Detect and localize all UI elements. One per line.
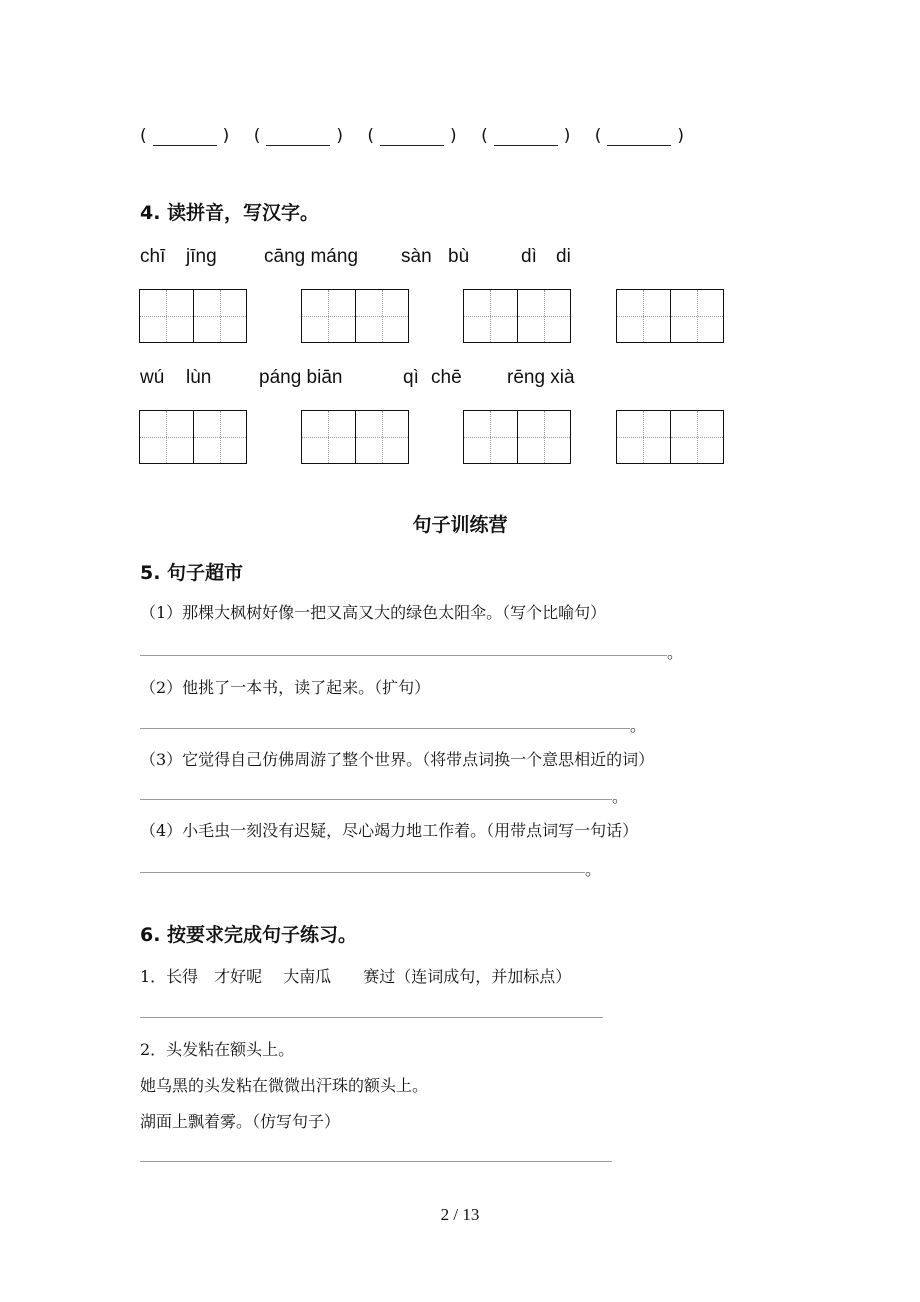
pinyin-text: rēng xià	[507, 367, 575, 388]
tian-grid-box[interactable]	[463, 410, 571, 464]
answer-line[interactable]	[140, 799, 612, 800]
pinyin-text: páng biān	[259, 367, 343, 388]
q4-title: 4. 读拼音，写汉字。	[140, 202, 320, 224]
pinyin-text: cāng máng	[264, 246, 359, 267]
pinyin-text: jīng	[186, 246, 217, 267]
period-mark: 。	[585, 860, 602, 879]
paren-blank[interactable]: ( )	[367, 126, 457, 146]
q5-item-2: （2）他挑了一本书，读了起来。（扩句）	[140, 678, 431, 697]
pinyin-text: wú	[140, 367, 165, 388]
pinyin-text: dì	[521, 246, 537, 267]
pinyin-text: lùn	[186, 367, 212, 388]
paren-blank[interactable]: ( )	[140, 126, 230, 146]
tian-grid-box[interactable]	[301, 289, 409, 343]
q6-line-1: 1．长得 才好呢 大南瓜 赛过（连词成句，并加标点）	[140, 967, 572, 986]
q5-title: 5. 句子超市	[140, 562, 244, 584]
pinyin-row-2	[0, 367, 920, 393]
q6-line-3: 她乌黑的头发粘在微微出汗珠的额头上。	[140, 1076, 429, 1095]
page-number: 2 / 13	[440, 1205, 480, 1224]
paren-blank[interactable]: ( )	[594, 126, 685, 146]
tian-grid-box[interactable]	[616, 410, 724, 464]
q5-item-3: （3）它觉得自己仿佛周游了整个世界。（将带点词换一个意思相近的词）	[140, 750, 655, 769]
answer-line[interactable]	[140, 872, 585, 873]
tian-grid-box[interactable]	[616, 289, 724, 343]
pinyin-text: sàn	[401, 246, 432, 267]
pinyin-text: chē	[431, 367, 462, 388]
pinyin-text: bù	[448, 246, 470, 267]
pinyin-text: di	[556, 246, 571, 267]
period-mark: 。	[667, 643, 684, 662]
q6-title: 6. 按要求完成句子练习。	[140, 924, 358, 946]
section-title: 句子训练营	[412, 514, 508, 536]
q5-item-1: （1）那棵大枫树好像一把又高又大的绿色太阳伞。（写个比喻句）	[140, 603, 607, 622]
tian-grid-box[interactable]	[139, 289, 247, 343]
tian-grid-box[interactable]	[301, 410, 409, 464]
tian-grid-box[interactable]	[463, 289, 571, 343]
period-mark: 。	[630, 716, 647, 735]
answer-line[interactable]	[140, 728, 630, 729]
paren-blank[interactable]: ( )	[253, 126, 343, 146]
q6-line-2: 2．头发粘在额头上。	[140, 1040, 295, 1059]
tian-grid-box[interactable]	[139, 410, 247, 464]
paren-blank[interactable]: ( )	[481, 126, 571, 146]
answer-line[interactable]	[140, 655, 667, 656]
answer-line[interactable]	[140, 1017, 603, 1018]
q6-line-4: 湖面上飘着雾。（仿写句子）	[140, 1112, 341, 1131]
pinyin-text: qì	[403, 367, 419, 388]
paren-blank-row	[140, 126, 703, 146]
q5-item-4: （4）小毛虫一刻没有迟疑，尽心竭力地工作着。（用带点词写一句话）	[140, 821, 639, 840]
pinyin-row-1	[0, 246, 920, 272]
period-mark: 。	[612, 787, 629, 806]
pinyin-text: chī	[140, 246, 166, 267]
answer-line[interactable]	[140, 1161, 612, 1162]
